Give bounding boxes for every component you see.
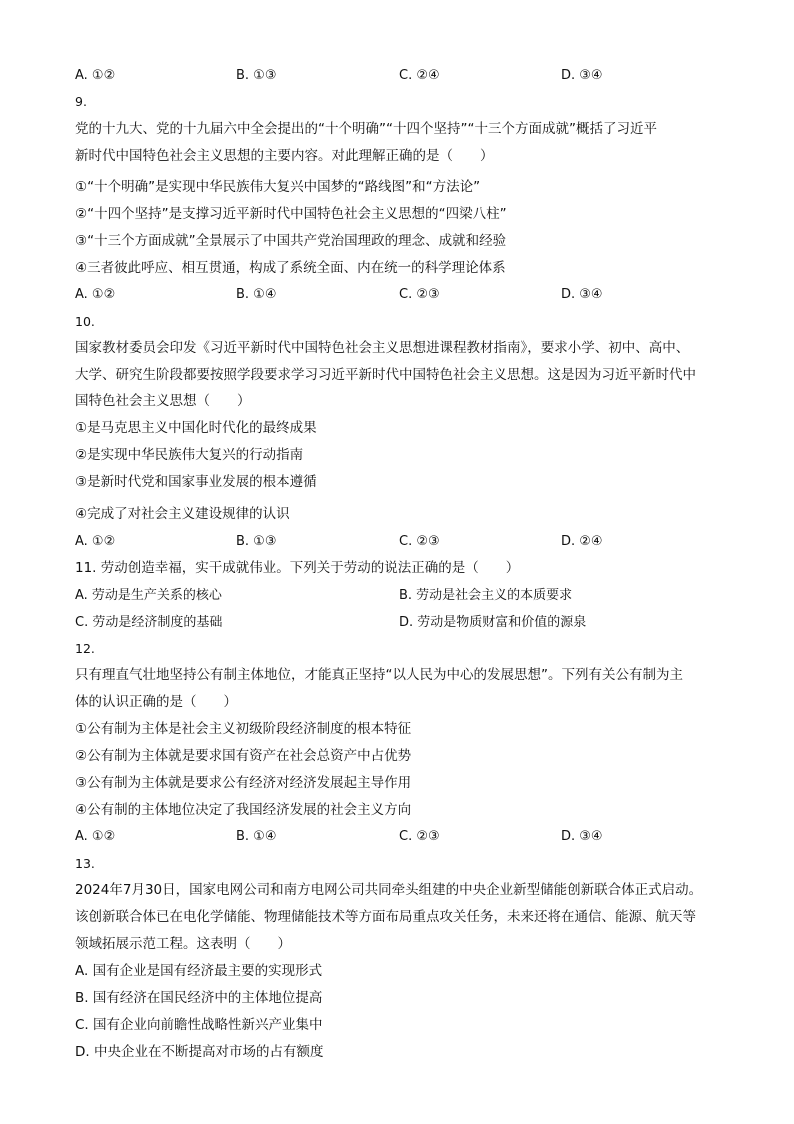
q12-option-b: B. ①④: [236, 829, 277, 844]
q8-option-c: C. ②④: [399, 68, 440, 83]
q12-number: 12.: [75, 641, 95, 656]
q12-item-4: ④公有制的主体地位决定了我国经济发展的社会主义方向: [75, 802, 412, 818]
q13-option-b: B. 国有经济在国民经济中的主体地位提高: [75, 990, 323, 1006]
q9-option-a: A. ①②: [75, 287, 116, 302]
q9-option-c: C. ②③: [399, 287, 440, 302]
q12-stem-line-1: 只有理直气壮地坚持公有制主体地位，才能真正坚持“以人民为中心的发展思想”。下列有关公有制为主: [75, 667, 683, 683]
q12-item-2: ②公有制为主体就是要求国有资产在社会总资产中占优势: [75, 748, 412, 764]
q9-option-d: D. ③④: [561, 287, 603, 302]
q12-item-1: ①公有制为主体是社会主义初级阶段经济制度的根本特征: [75, 721, 412, 737]
q10-stem-line-3: 国特色社会主义思想（ ）: [75, 393, 251, 409]
q10-option-a: A. ①②: [75, 534, 116, 549]
q11-option-b: B. 劳动是社会主义的本质要求: [399, 588, 573, 603]
q8-option-b: B. ①③: [236, 68, 277, 83]
q9-item-2: ②“十四个坚持”是支撑习近平新时代中国特色社会主义思想的“四梁八柱”: [75, 206, 507, 222]
q13-option-a: A. 国有企业是国有经济最主要的实现形式: [75, 963, 323, 979]
q9-option-b: B. ①④: [236, 287, 277, 302]
q8-option-d: D. ③④: [561, 68, 603, 83]
q12-option-c: C. ②③: [399, 829, 440, 844]
q13-stem-line-1: 2024年7月30日，国家电网公司和南方电网公司共同牵头组建的中央企业新型储能创新联合体正式启动。: [75, 882, 703, 898]
q10-number: 10.: [75, 314, 95, 329]
q10-option-d: D. ②④: [561, 534, 603, 549]
q10-option-b: B. ①③: [236, 534, 277, 549]
q9-item-1: ①“十个明确”是实现中华民族伟大复兴中国梦的“路线图”和“方法论”: [75, 179, 481, 195]
q11-option-c: C. 劳动是经济制度的基础: [75, 615, 223, 630]
q9-stem-line-1: 党的十九大、党的十九届六中全会提出的“十个明确”“十四个坚持”“十三个方面成就”概括了习近平: [75, 121, 657, 137]
q8-option-a: A. ①②: [75, 68, 116, 83]
q10-item-4: ④完成了对社会主义建设规律的认识: [75, 506, 290, 522]
q13-option-c: C. 国有企业向前瞻性战略性新兴产业集中: [75, 1017, 323, 1033]
q12-stem-line-2: 体的认识正确的是（ ）: [75, 694, 237, 710]
q13-stem-line-3: 领域拓展示范工程。这表明（ ）: [75, 936, 291, 952]
q9-item-3: ③“十三个方面成就”全景展示了中国共产党治国理政的理念、成就和经验: [75, 233, 507, 249]
q12-option-a: A. ①②: [75, 829, 116, 844]
q11-option-d: D. 劳动是物质财富和价值的源泉: [399, 615, 587, 630]
q13-stem-line-2: 该创新联合体已在电化学储能、物理储能技术等方面布局重点攻关任务，未来还将在通信、能源、航天等: [75, 909, 696, 925]
q10-stem-line-2: 大学、研究生阶段都要按照学段要求学习习近平新时代中国特色社会主义思想。这是因为习近平新时代中: [75, 367, 696, 383]
q9-item-4: ④三者彼此呼应、相互贯通，构成了系统全面、内在统一的科学理论体系: [75, 260, 506, 276]
q13-option-d: D. 中央企业在不断提高对市场的占有额度: [75, 1044, 324, 1060]
q11-option-a: A. 劳动是生产关系的核心: [75, 588, 222, 603]
q13-number: 13.: [75, 856, 95, 871]
q9-number: 9.: [75, 94, 87, 109]
q10-item-3: ③是新时代党和国家事业发展的根本遵循: [75, 474, 317, 490]
q12-option-d: D. ③④: [561, 829, 603, 844]
q9-stem-line-2: 新时代中国特色社会主义思想的主要内容。对此理解正确的是（ ）: [75, 148, 494, 164]
q10-stem-line-1: 国家教材委员会印发《习近平新时代中国特色社会主义思想进课程教材指南》，要求小学、初中、高中、: [75, 340, 690, 356]
q10-item-2: ②是实现中华民族伟大复兴的行动指南: [75, 447, 304, 463]
q10-option-c: C. ②③: [399, 534, 440, 549]
q11-stem: 11. 劳动创造幸福，实干成就伟业。下列关于劳动的说法正确的是（ ）: [75, 560, 520, 576]
q12-item-3: ③公有制为主体就是要求公有经济对经济发展起主导作用: [75, 775, 412, 791]
q10-item-1: ①是马克思主义中国化时代化的最终成果: [75, 420, 317, 436]
